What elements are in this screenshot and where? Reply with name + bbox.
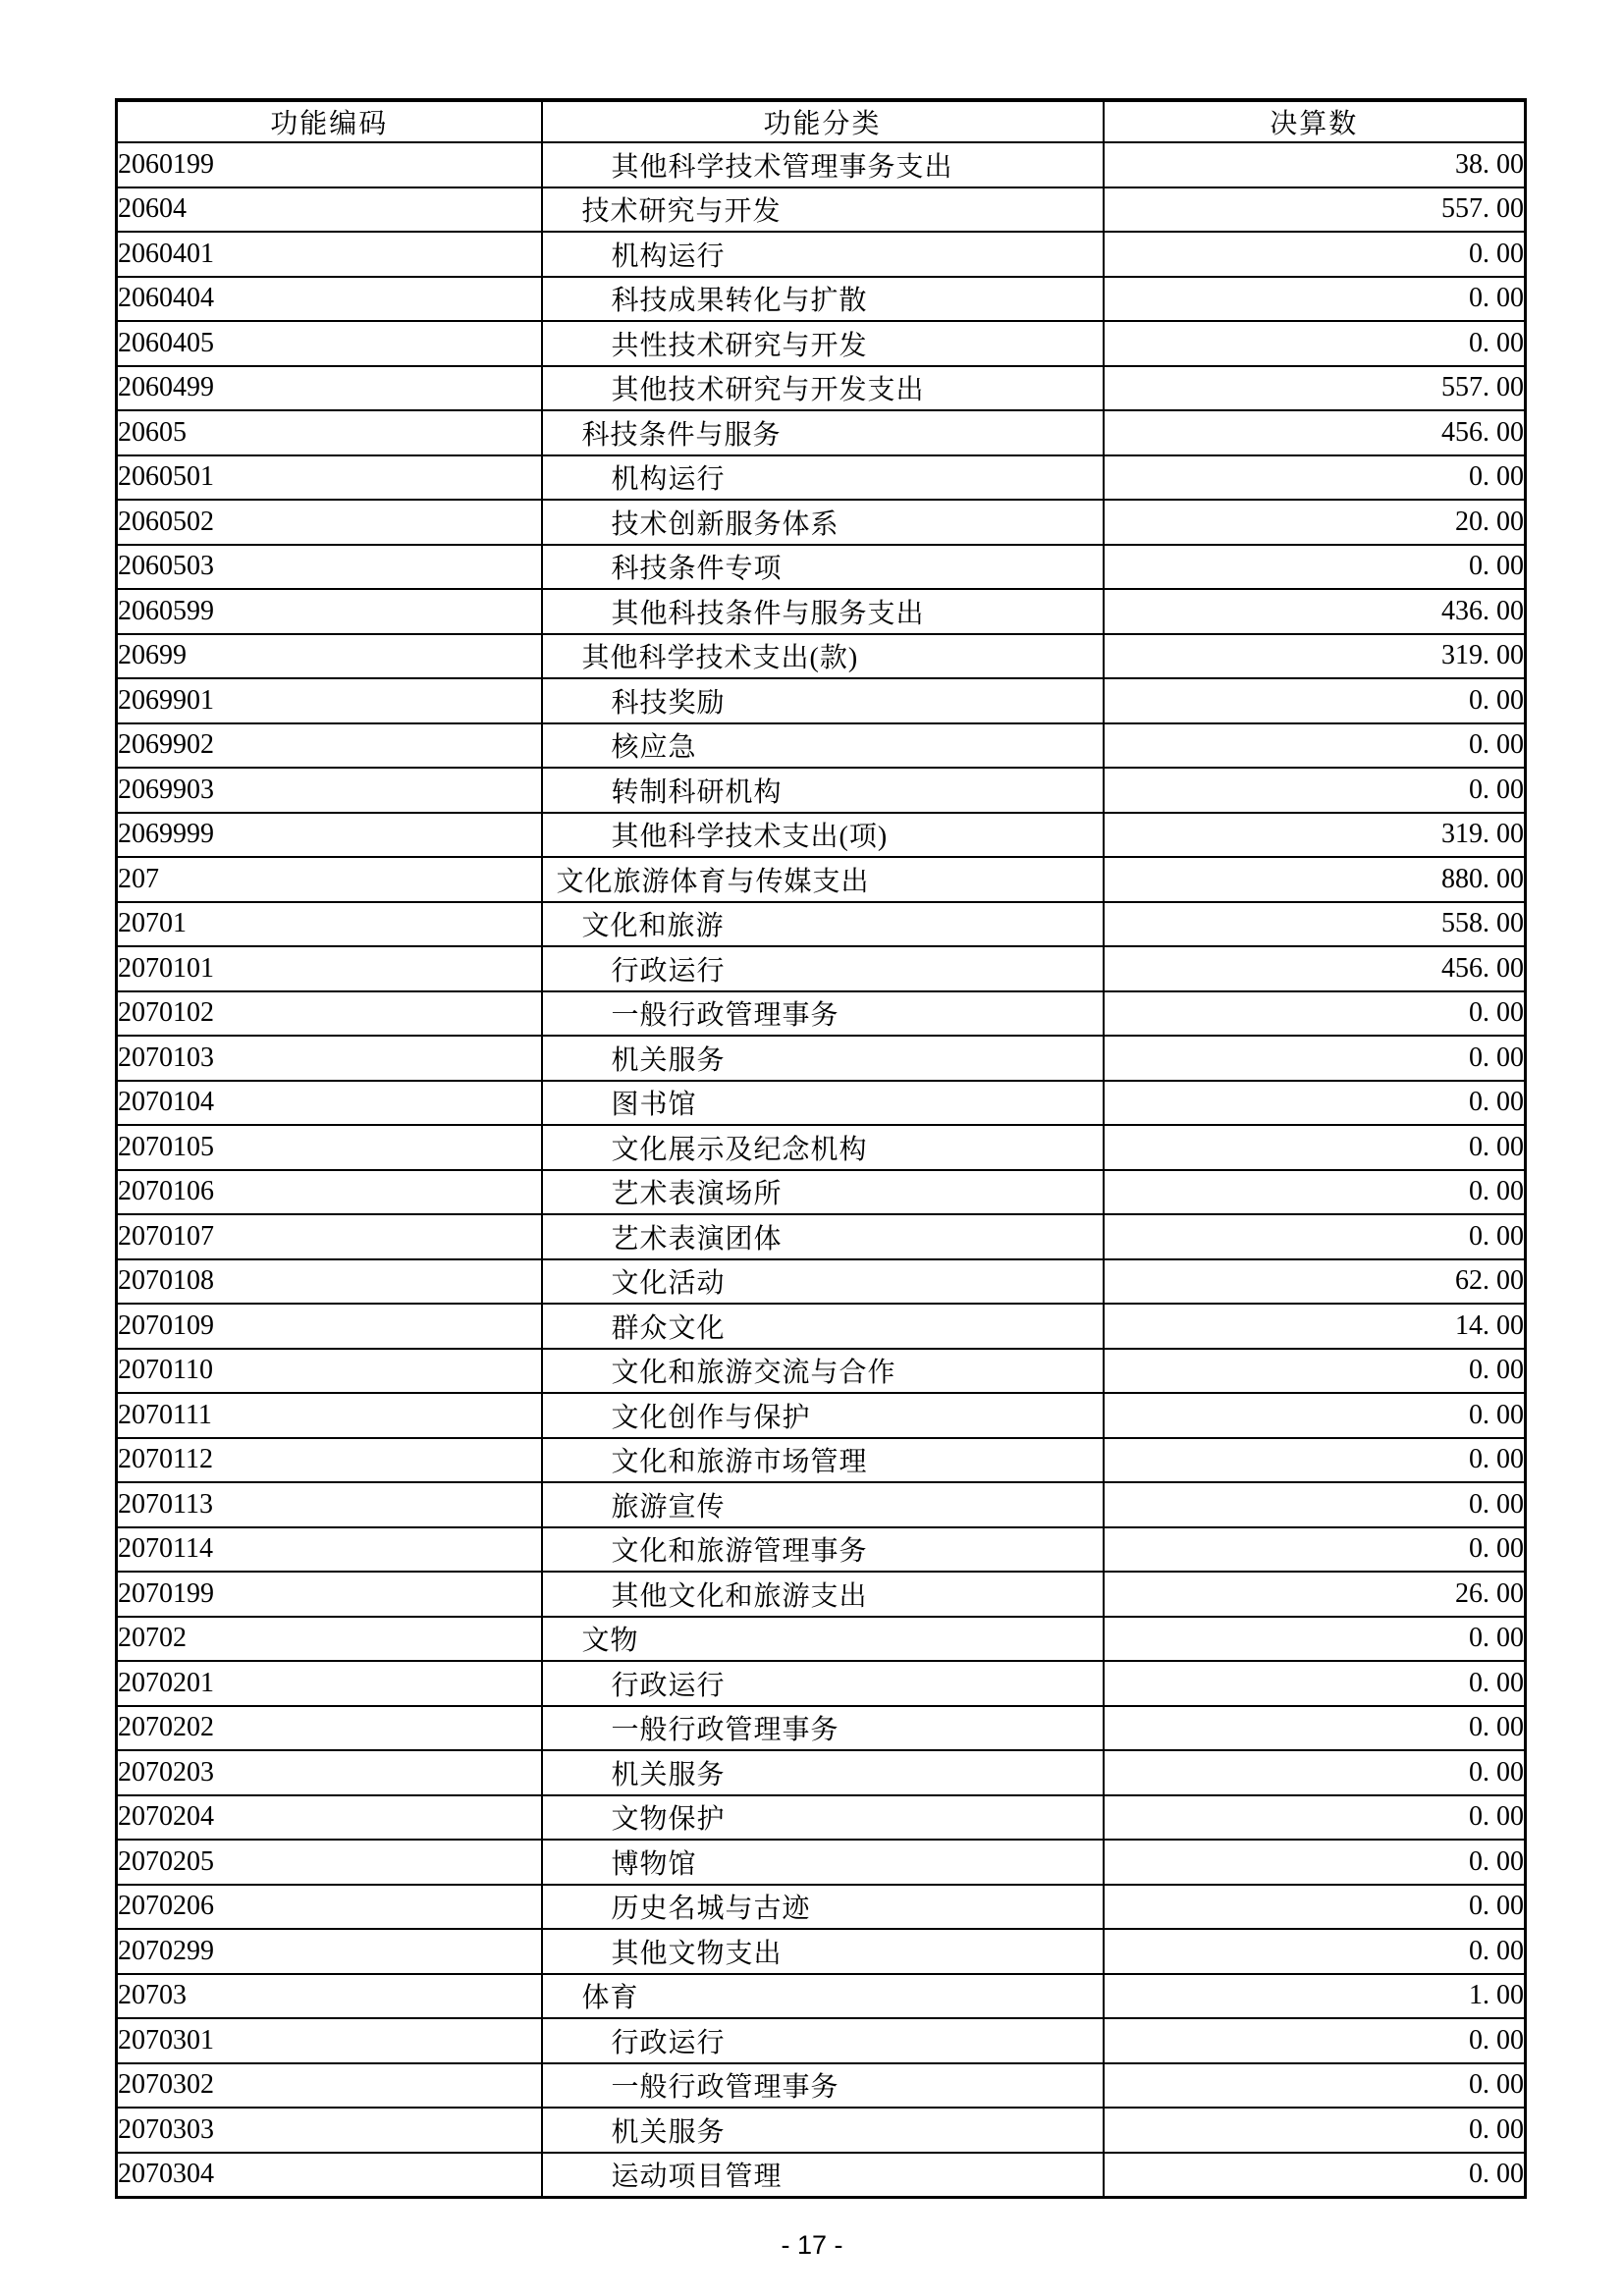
category-cell: 机关服务 (542, 1036, 1104, 1081)
header-row (117, 100, 1526, 142)
value-cell: 880. 00 (1104, 857, 1526, 902)
code-cell: 2060503 (117, 545, 542, 590)
table-row (117, 1795, 1526, 1841)
table-row (117, 2063, 1526, 2109)
table-row (117, 589, 1526, 634)
category-cell: 运动项目管理 (542, 2153, 1104, 2198)
code-cell: 2070103 (117, 1036, 542, 1081)
table-row (117, 1036, 1526, 1081)
code-cell: 2070206 (117, 1885, 542, 1930)
value-cell: 0. 00 (1104, 723, 1526, 769)
category-cell: 历史名城与古迹 (542, 1885, 1104, 1930)
code-cell: 20699 (117, 634, 542, 679)
category-cell: 技术研究与开发 (542, 187, 1104, 233)
value-cell: 0. 00 (1104, 1750, 1526, 1795)
code-cell: 2070113 (117, 1482, 542, 1527)
category-cell: 其他技术研究与开发支出 (542, 366, 1104, 411)
code-cell: 2070105 (117, 1125, 542, 1170)
category-cell: 群众文化 (542, 1304, 1104, 1349)
category-cell: 机关服务 (542, 2108, 1104, 2153)
value-cell: 0. 00 (1104, 2153, 1526, 2198)
category-cell: 共性技术研究与开发 (542, 321, 1104, 366)
code-cell: 2069903 (117, 768, 542, 813)
table-row (117, 857, 1526, 902)
table-row (117, 1617, 1526, 1662)
code-cell: 2069999 (117, 813, 542, 858)
value-cell: 0. 00 (1104, 321, 1526, 366)
category-cell: 其他科技条件与服务支出 (542, 589, 1104, 634)
code-cell: 20703 (117, 1974, 542, 2019)
table-row (117, 410, 1526, 455)
value-cell: 0. 00 (1104, 1617, 1526, 1662)
value-cell: 0. 00 (1104, 678, 1526, 723)
category-cell: 其他科学技术支出(项) (542, 813, 1104, 858)
value-cell: 0. 00 (1104, 1438, 1526, 1483)
code-cell: 2060401 (117, 232, 542, 277)
table-row (117, 1170, 1526, 1215)
value-cell: 0. 00 (1104, 1527, 1526, 1573)
value-cell: 0. 00 (1104, 1929, 1526, 1974)
category-cell: 文化展示及纪念机构 (542, 1125, 1104, 1170)
value-cell: 38. 00 (1104, 142, 1526, 187)
value-cell: 26. 00 (1104, 1572, 1526, 1617)
category-cell: 机构运行 (542, 232, 1104, 277)
table-row (117, 991, 1526, 1037)
value-cell: 0. 00 (1104, 545, 1526, 590)
category-cell: 核应急 (542, 723, 1104, 769)
value-cell: 0. 00 (1104, 1840, 1526, 1885)
code-cell: 2070111 (117, 1393, 542, 1438)
code-cell: 2060599 (117, 589, 542, 634)
table-row (117, 1527, 1526, 1573)
category-cell: 技术创新服务体系 (542, 500, 1104, 545)
value-cell: 0. 00 (1104, 2018, 1526, 2063)
table-row (117, 1706, 1526, 1751)
table-row (117, 813, 1526, 858)
value-cell: 0. 00 (1104, 277, 1526, 322)
category-cell: 博物馆 (542, 1840, 1104, 1885)
category-cell: 其他文化和旅游支出 (542, 1572, 1104, 1617)
value-cell: 0. 00 (1104, 991, 1526, 1037)
table-row (117, 1661, 1526, 1706)
category-cell: 艺术表演团体 (542, 1214, 1104, 1259)
table-row (117, 1750, 1526, 1795)
code-cell: 2070201 (117, 1661, 542, 1706)
table-row (117, 946, 1526, 991)
table-row (117, 1572, 1526, 1617)
value-cell: 62. 00 (1104, 1259, 1526, 1305)
table-row (117, 1885, 1526, 1930)
category-cell: 转制科研机构 (542, 768, 1104, 813)
table-row (117, 1929, 1526, 1974)
code-cell: 2069902 (117, 723, 542, 769)
table-header (117, 100, 1526, 142)
value-cell: 0. 00 (1104, 1393, 1526, 1438)
value-cell: 0. 00 (1104, 768, 1526, 813)
code-cell: 2070102 (117, 991, 542, 1037)
code-cell: 20701 (117, 902, 542, 947)
category-cell: 一般行政管理事务 (542, 2063, 1104, 2109)
code-cell: 20604 (117, 187, 542, 233)
table-row (117, 1125, 1526, 1170)
table-body (117, 142, 1526, 2197)
category-cell: 文化旅游体育与传媒支出 (542, 857, 1104, 902)
code-cell: 2060501 (117, 455, 542, 501)
table-row (117, 723, 1526, 769)
table-row (117, 277, 1526, 322)
code-cell: 2060199 (117, 142, 542, 187)
category-cell: 文化和旅游交流与合作 (542, 1349, 1104, 1394)
value-cell: 456. 00 (1104, 410, 1526, 455)
table-row (117, 678, 1526, 723)
value-cell: 0. 00 (1104, 1482, 1526, 1527)
table-row (117, 1438, 1526, 1483)
page-number: - 17 - (781, 2230, 843, 2260)
category-cell: 机关服务 (542, 1750, 1104, 1795)
code-cell: 20702 (117, 1617, 542, 1662)
code-cell: 2070301 (117, 2018, 542, 2063)
value-cell: 0. 00 (1104, 2108, 1526, 2153)
code-cell: 2060499 (117, 366, 542, 411)
value-cell: 0. 00 (1104, 1036, 1526, 1081)
code-cell: 2070203 (117, 1750, 542, 1795)
category-cell: 体育 (542, 1974, 1104, 2019)
category-cell: 科技条件专项 (542, 545, 1104, 590)
value-cell: 557. 00 (1104, 366, 1526, 411)
value-cell: 14. 00 (1104, 1304, 1526, 1349)
table-row (117, 1259, 1526, 1305)
table-row (117, 1349, 1526, 1394)
category-cell: 科技条件与服务 (542, 410, 1104, 455)
header-cell-function-category: 功能分类 (542, 100, 1104, 142)
table-row (117, 2108, 1526, 2153)
category-cell: 艺术表演场所 (542, 1170, 1104, 1215)
category-cell: 图书馆 (542, 1081, 1104, 1126)
code-cell: 2070302 (117, 2063, 542, 2109)
code-cell: 2070108 (117, 1259, 542, 1305)
code-cell: 2070110 (117, 1349, 542, 1394)
value-cell: 0. 00 (1104, 1170, 1526, 1215)
category-cell: 一般行政管理事务 (542, 1706, 1104, 1751)
code-cell: 2070112 (117, 1438, 542, 1483)
table-row (117, 1482, 1526, 1527)
table-row (117, 455, 1526, 501)
code-cell: 2070109 (117, 1304, 542, 1349)
header-cell-function-code: 功能编码 (117, 100, 542, 142)
code-cell: 2060404 (117, 277, 542, 322)
table-row (117, 366, 1526, 411)
value-cell: 436. 00 (1104, 589, 1526, 634)
code-cell: 2060405 (117, 321, 542, 366)
code-cell: 2070107 (117, 1214, 542, 1259)
value-cell: 456. 00 (1104, 946, 1526, 991)
category-cell: 文物保护 (542, 1795, 1104, 1841)
table-row (117, 142, 1526, 187)
category-cell: 科技成果转化与扩散 (542, 277, 1104, 322)
table-row (117, 1214, 1526, 1259)
table-row (117, 768, 1526, 813)
category-cell: 行政运行 (542, 2018, 1104, 2063)
value-cell: 557. 00 (1104, 187, 1526, 233)
table-row (117, 634, 1526, 679)
table-row (117, 187, 1526, 233)
value-cell: 0. 00 (1104, 455, 1526, 501)
category-cell: 旅游宣传 (542, 1482, 1104, 1527)
table-row (117, 1974, 1526, 2019)
value-cell: 0. 00 (1104, 1349, 1526, 1394)
value-cell: 0. 00 (1104, 1706, 1526, 1751)
category-cell: 文化创作与保护 (542, 1393, 1104, 1438)
category-cell: 其他文物支出 (542, 1929, 1104, 1974)
code-cell: 20605 (117, 410, 542, 455)
table-row (117, 2018, 1526, 2063)
category-cell: 其他科学技术管理事务支出 (542, 142, 1104, 187)
table-row (117, 1081, 1526, 1126)
value-cell: 319. 00 (1104, 813, 1526, 858)
table-row (117, 321, 1526, 366)
table-row (117, 1304, 1526, 1349)
table-row (117, 545, 1526, 590)
value-cell: 0. 00 (1104, 1214, 1526, 1259)
category-cell: 文化活动 (542, 1259, 1104, 1305)
category-cell: 行政运行 (542, 946, 1104, 991)
header-cell-final-account: 决算数 (1104, 100, 1526, 142)
code-cell: 2070101 (117, 946, 542, 991)
table-row (117, 2153, 1526, 2198)
code-cell: 2070304 (117, 2153, 542, 2198)
value-cell: 0. 00 (1104, 1795, 1526, 1841)
category-cell: 行政运行 (542, 1661, 1104, 1706)
table-row (117, 1840, 1526, 1885)
code-cell: 2070205 (117, 1840, 542, 1885)
budget-table (115, 98, 1527, 2199)
category-cell: 文化和旅游管理事务 (542, 1527, 1104, 1573)
value-cell: 319. 00 (1104, 634, 1526, 679)
code-cell: 2060502 (117, 500, 542, 545)
category-cell: 文化和旅游 (542, 902, 1104, 947)
code-cell: 207 (117, 857, 542, 902)
table-row (117, 500, 1526, 545)
value-cell: 0. 00 (1104, 1661, 1526, 1706)
table-row (117, 232, 1526, 277)
code-cell: 2069901 (117, 678, 542, 723)
category-cell: 一般行政管理事务 (542, 991, 1104, 1037)
code-cell: 2070299 (117, 1929, 542, 1974)
value-cell: 20. 00 (1104, 500, 1526, 545)
value-cell: 0. 00 (1104, 1081, 1526, 1126)
code-cell: 2070199 (117, 1572, 542, 1617)
code-cell: 2070303 (117, 2108, 542, 2153)
category-cell: 文物 (542, 1617, 1104, 1662)
category-cell: 文化和旅游市场管理 (542, 1438, 1104, 1483)
code-cell: 2070114 (117, 1527, 542, 1573)
code-cell: 2070204 (117, 1795, 542, 1841)
value-cell: 0. 00 (1104, 1125, 1526, 1170)
value-cell: 0. 00 (1104, 1885, 1526, 1930)
value-cell: 1. 00 (1104, 1974, 1526, 2019)
value-cell: 0. 00 (1104, 232, 1526, 277)
category-cell: 其他科学技术支出(款) (542, 634, 1104, 679)
category-cell: 科技奖励 (542, 678, 1104, 723)
value-cell: 0. 00 (1104, 2063, 1526, 2109)
code-cell: 2070202 (117, 1706, 542, 1751)
code-cell: 2070106 (117, 1170, 542, 1215)
code-cell: 2070104 (117, 1081, 542, 1126)
table-row (117, 902, 1526, 947)
table-row (117, 1393, 1526, 1438)
category-cell: 机构运行 (542, 455, 1104, 501)
value-cell: 558. 00 (1104, 902, 1526, 947)
